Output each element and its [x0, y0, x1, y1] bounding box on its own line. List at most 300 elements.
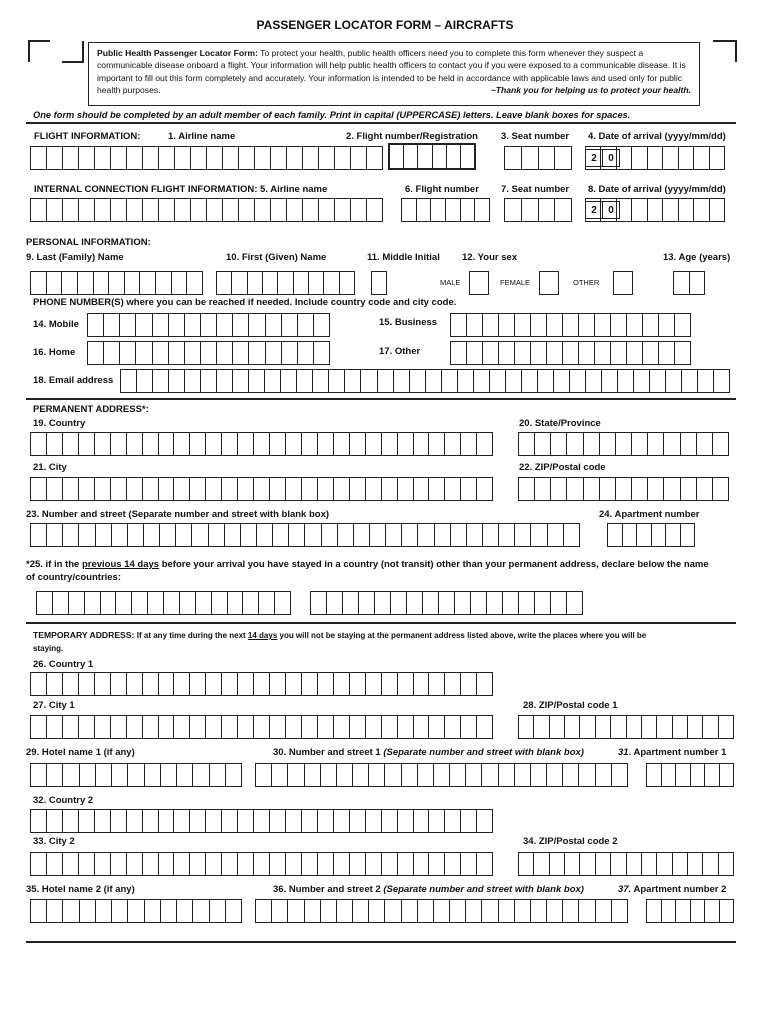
char-box[interactable]: [666, 524, 681, 546]
city1-boxes[interactable]: [30, 715, 493, 739]
char-box[interactable]: [319, 199, 335, 221]
char-box[interactable]: [720, 900, 734, 922]
char-box[interactable]: [369, 900, 385, 922]
country-boxes[interactable]: [30, 432, 493, 456]
char-box[interactable]: [522, 370, 538, 392]
char-box[interactable]: [31, 764, 47, 786]
char-box[interactable]: [169, 370, 185, 392]
char-box[interactable]: [483, 314, 499, 336]
char-box[interactable]: [477, 673, 492, 695]
char-box[interactable]: [679, 199, 694, 221]
char-box[interactable]: [143, 673, 159, 695]
char-box[interactable]: [79, 810, 95, 832]
char-box[interactable]: [611, 853, 626, 875]
char-box[interactable]: [257, 524, 273, 546]
char-box[interactable]: [370, 524, 386, 546]
char-box[interactable]: [206, 433, 222, 455]
char-box[interactable]: [143, 433, 159, 455]
char-box[interactable]: [647, 764, 662, 786]
char-box[interactable]: [563, 314, 579, 336]
char-box[interactable]: [109, 272, 125, 294]
char-box[interactable]: [79, 673, 95, 695]
char-box[interactable]: [350, 673, 366, 695]
char-box[interactable]: [482, 764, 498, 786]
char-box[interactable]: [694, 199, 709, 221]
char-box[interactable]: [616, 478, 632, 500]
char-box[interactable]: [111, 433, 127, 455]
char-box[interactable]: [254, 433, 270, 455]
char-box[interactable]: [579, 314, 595, 336]
char-box[interactable]: [256, 764, 272, 786]
char-box[interactable]: [450, 764, 466, 786]
char-box[interactable]: [88, 342, 104, 364]
char-box[interactable]: [185, 370, 201, 392]
char-box[interactable]: [287, 147, 303, 169]
previous-country-boxes-2[interactable]: [310, 591, 583, 615]
char-box[interactable]: [673, 716, 688, 738]
char-box[interactable]: [634, 370, 650, 392]
country1-boxes[interactable]: [30, 672, 493, 696]
char-box[interactable]: [519, 853, 534, 875]
char-box[interactable]: [471, 592, 487, 614]
char-box[interactable]: [567, 478, 583, 500]
char-box[interactable]: [398, 810, 414, 832]
char-box[interactable]: [159, 853, 175, 875]
char-box[interactable]: [632, 433, 648, 455]
char-box[interactable]: [47, 147, 63, 169]
char-box[interactable]: [551, 433, 567, 455]
char-box[interactable]: [47, 524, 63, 546]
char-box[interactable]: [584, 478, 600, 500]
char-box[interactable]: [47, 853, 63, 875]
char-box[interactable]: [618, 370, 634, 392]
char-box[interactable]: [632, 478, 648, 500]
char-box[interactable]: [37, 592, 53, 614]
char-box[interactable]: [350, 810, 366, 832]
char-box[interactable]: [191, 199, 207, 221]
char-box[interactable]: [563, 900, 579, 922]
char-box[interactable]: [596, 764, 612, 786]
char-box[interactable]: [249, 370, 265, 392]
char-box[interactable]: [238, 433, 254, 455]
char-box[interactable]: [225, 524, 241, 546]
char-box[interactable]: [47, 433, 63, 455]
char-box[interactable]: [461, 810, 477, 832]
country2-boxes[interactable]: [30, 809, 493, 833]
char-box[interactable]: [159, 478, 175, 500]
char-box[interactable]: [506, 370, 522, 392]
char-box[interactable]: [391, 592, 407, 614]
char-box[interactable]: [550, 716, 565, 738]
char-box[interactable]: [505, 199, 522, 221]
char-box[interactable]: [698, 370, 714, 392]
char-box[interactable]: [482, 900, 498, 922]
char-box[interactable]: [382, 716, 398, 738]
char-box[interactable]: [414, 853, 430, 875]
char-box[interactable]: [159, 199, 175, 221]
char-box[interactable]: [95, 716, 111, 738]
char-box[interactable]: [241, 524, 257, 546]
char-box[interactable]: [382, 810, 398, 832]
char-box[interactable]: [584, 433, 600, 455]
char-box[interactable]: [85, 592, 101, 614]
char-box[interactable]: [191, 147, 207, 169]
char-box[interactable]: [265, 370, 281, 392]
char-box[interactable]: [125, 272, 141, 294]
char-box[interactable]: [111, 199, 127, 221]
char-box[interactable]: [112, 900, 128, 922]
char-box[interactable]: [243, 592, 259, 614]
char-box[interactable]: [386, 524, 402, 546]
char-box[interactable]: [270, 673, 286, 695]
char-box[interactable]: [366, 716, 382, 738]
char-box[interactable]: [63, 199, 79, 221]
char-box[interactable]: [175, 199, 191, 221]
char-box[interactable]: [159, 673, 175, 695]
char-box[interactable]: [580, 716, 595, 738]
char-box[interactable]: [63, 673, 79, 695]
char-box[interactable]: [95, 433, 111, 455]
char-box[interactable]: [63, 716, 79, 738]
char-box[interactable]: [322, 524, 338, 546]
char-box[interactable]: [223, 147, 239, 169]
char-box[interactable]: [595, 342, 611, 364]
char-box[interactable]: [366, 433, 382, 455]
char-box[interactable]: [302, 810, 318, 832]
char-box[interactable]: [174, 433, 190, 455]
char-box[interactable]: [270, 478, 286, 500]
char-box[interactable]: [153, 370, 169, 392]
char-box[interactable]: [159, 716, 175, 738]
char-box[interactable]: [519, 716, 534, 738]
char-box[interactable]: [477, 810, 492, 832]
char-box[interactable]: [447, 145, 461, 168]
flight-number-boxes[interactable]: [388, 143, 476, 170]
char-box[interactable]: [266, 314, 282, 336]
char-box[interactable]: [398, 716, 414, 738]
char-box[interactable]: [337, 764, 353, 786]
char-box[interactable]: [206, 478, 222, 500]
char-box[interactable]: [238, 673, 254, 695]
char-box[interactable]: [318, 810, 334, 832]
char-box[interactable]: [538, 370, 554, 392]
char-box[interactable]: [190, 853, 206, 875]
char-box[interactable]: [535, 592, 551, 614]
seat-number-boxes[interactable]: [504, 146, 572, 170]
char-box[interactable]: [327, 592, 343, 614]
char-box[interactable]: [47, 199, 63, 221]
char-box[interactable]: [63, 810, 79, 832]
char-box[interactable]: [273, 524, 289, 546]
char-box[interactable]: [334, 673, 350, 695]
char-box[interactable]: [555, 199, 571, 221]
char-box[interactable]: [282, 342, 298, 364]
char-box[interactable]: [286, 853, 302, 875]
middle-initial-box[interactable]: [371, 271, 387, 295]
city-boxes[interactable]: [30, 477, 493, 501]
char-box[interactable]: [47, 764, 63, 786]
char-box[interactable]: [681, 524, 695, 546]
char-box[interactable]: [303, 199, 319, 221]
char-box[interactable]: [600, 433, 616, 455]
char-box[interactable]: [515, 524, 531, 546]
char-box[interactable]: [143, 853, 159, 875]
char-box[interactable]: [164, 592, 180, 614]
char-box[interactable]: [350, 478, 366, 500]
char-box[interactable]: [201, 370, 217, 392]
char-box[interactable]: [287, 199, 303, 221]
char-box[interactable]: [193, 764, 209, 786]
char-box[interactable]: [275, 592, 290, 614]
char-box[interactable]: [63, 478, 79, 500]
char-box[interactable]: [713, 433, 728, 455]
zip2-boxes[interactable]: [518, 852, 734, 876]
char-box[interactable]: [662, 900, 677, 922]
char-box[interactable]: [120, 314, 136, 336]
char-box[interactable]: [196, 592, 212, 614]
char-box[interactable]: [63, 764, 79, 786]
char-box[interactable]: [382, 478, 398, 500]
char-box[interactable]: [499, 342, 515, 364]
hotel1-boxes[interactable]: [30, 763, 242, 787]
char-box[interactable]: [461, 199, 476, 221]
char-box[interactable]: [31, 810, 47, 832]
char-box[interactable]: [255, 147, 271, 169]
char-box[interactable]: [201, 342, 217, 364]
char-box[interactable]: [366, 810, 382, 832]
char-box[interactable]: [554, 370, 570, 392]
char-box[interactable]: [565, 716, 580, 738]
char-box[interactable]: [632, 147, 647, 169]
char-box[interactable]: [127, 673, 143, 695]
char-box[interactable]: [703, 853, 718, 875]
char-box[interactable]: [78, 272, 94, 294]
char-box[interactable]: [423, 592, 439, 614]
char-box[interactable]: [210, 900, 226, 922]
street2-boxes[interactable]: [255, 899, 628, 923]
char-box[interactable]: [305, 524, 321, 546]
char-box[interactable]: [688, 716, 703, 738]
char-box[interactable]: [282, 314, 298, 336]
char-box[interactable]: [239, 147, 255, 169]
char-box[interactable]: [222, 433, 238, 455]
char-box[interactable]: [550, 853, 565, 875]
char-box[interactable]: [429, 810, 445, 832]
char-box[interactable]: [713, 478, 728, 500]
char-box[interactable]: [519, 478, 535, 500]
char-box[interactable]: [451, 314, 467, 336]
other-phone-boxes[interactable]: [450, 341, 691, 365]
char-box[interactable]: [159, 433, 175, 455]
char-box[interactable]: [602, 370, 618, 392]
char-box[interactable]: [249, 342, 265, 364]
char-box[interactable]: [101, 592, 117, 614]
char-box[interactable]: [414, 433, 430, 455]
char-box[interactable]: [461, 145, 474, 168]
char-box[interactable]: [127, 199, 143, 221]
char-box[interactable]: [128, 524, 144, 546]
char-box[interactable]: [719, 716, 733, 738]
char-box[interactable]: [531, 900, 547, 922]
char-box[interactable]: [673, 853, 688, 875]
char-box[interactable]: [547, 314, 563, 336]
char-box[interactable]: [47, 900, 63, 922]
char-box[interactable]: [187, 272, 202, 294]
char-box[interactable]: [143, 716, 159, 738]
char-box[interactable]: [127, 478, 143, 500]
char-box[interactable]: [375, 592, 391, 614]
char-box[interactable]: [461, 433, 477, 455]
char-box[interactable]: [682, 370, 698, 392]
char-box[interactable]: [455, 592, 471, 614]
char-box[interactable]: [226, 900, 241, 922]
char-box[interactable]: [367, 147, 382, 169]
char-box[interactable]: [288, 764, 304, 786]
char-box[interactable]: [309, 272, 324, 294]
char-box[interactable]: [174, 716, 190, 738]
char-box[interactable]: [385, 900, 401, 922]
char-box[interactable]: [174, 478, 190, 500]
char-box[interactable]: [120, 342, 136, 364]
char-box[interactable]: [648, 478, 664, 500]
char-box[interactable]: [111, 810, 127, 832]
char-box[interactable]: [288, 900, 304, 922]
char-box[interactable]: [334, 853, 350, 875]
char-box[interactable]: [442, 370, 458, 392]
char-box[interactable]: [31, 199, 47, 221]
char-box[interactable]: [382, 673, 398, 695]
char-box[interactable]: [414, 673, 430, 695]
char-box[interactable]: [367, 199, 382, 221]
zip-boxes[interactable]: [518, 477, 729, 501]
apartment1-boxes[interactable]: [646, 763, 734, 787]
char-box[interactable]: [446, 199, 461, 221]
char-box[interactable]: [690, 272, 705, 294]
char-box[interactable]: [714, 370, 729, 392]
char-box[interactable]: [232, 272, 247, 294]
char-box[interactable]: [461, 478, 477, 500]
char-box[interactable]: [461, 716, 477, 738]
char-box[interactable]: [95, 853, 111, 875]
char-box[interactable]: [80, 900, 96, 922]
char-box[interactable]: [547, 764, 563, 786]
char-box[interactable]: [318, 433, 334, 455]
char-box[interactable]: [563, 342, 579, 364]
char-box[interactable]: [483, 342, 499, 364]
char-box[interactable]: [547, 900, 563, 922]
char-box[interactable]: [111, 853, 127, 875]
char-box[interactable]: [161, 900, 177, 922]
char-box[interactable]: [271, 147, 287, 169]
char-box[interactable]: [143, 810, 159, 832]
char-box[interactable]: [705, 764, 720, 786]
char-box[interactable]: [63, 433, 79, 455]
char-box[interactable]: [278, 272, 293, 294]
char-box[interactable]: [104, 342, 120, 364]
char-box[interactable]: [238, 478, 254, 500]
char-box[interactable]: [254, 853, 270, 875]
char-box[interactable]: [159, 147, 175, 169]
char-box[interactable]: [679, 147, 694, 169]
char-box[interactable]: [359, 592, 375, 614]
char-box[interactable]: [298, 342, 314, 364]
char-box[interactable]: [580, 853, 595, 875]
sex-male-box[interactable]: [469, 271, 489, 295]
char-box[interactable]: [648, 147, 663, 169]
char-box[interactable]: [31, 478, 47, 500]
char-box[interactable]: [657, 853, 672, 875]
char-box[interactable]: [311, 592, 327, 614]
previous-country-boxes-1[interactable]: [36, 591, 291, 615]
char-box[interactable]: [128, 900, 144, 922]
char-box[interactable]: [681, 478, 697, 500]
char-box[interactable]: [305, 764, 321, 786]
char-box[interactable]: [137, 370, 153, 392]
char-box[interactable]: [145, 764, 161, 786]
char-box[interactable]: [31, 716, 47, 738]
char-box[interactable]: [340, 272, 354, 294]
char-box[interactable]: [217, 272, 232, 294]
business-boxes[interactable]: [450, 313, 691, 337]
char-box[interactable]: [579, 900, 595, 922]
char-box[interactable]: [254, 478, 270, 500]
char-box[interactable]: [111, 673, 127, 695]
char-box[interactable]: [515, 764, 531, 786]
char-box[interactable]: [477, 433, 492, 455]
char-box[interactable]: [335, 147, 351, 169]
char-box[interactable]: [174, 853, 190, 875]
char-box[interactable]: [217, 370, 233, 392]
char-box[interactable]: [647, 900, 662, 922]
char-box[interactable]: [255, 199, 271, 221]
char-box[interactable]: [153, 314, 169, 336]
char-box[interactable]: [190, 716, 206, 738]
char-box[interactable]: [96, 764, 112, 786]
char-box[interactable]: [697, 478, 713, 500]
char-box[interactable]: [710, 147, 724, 169]
char-box[interactable]: [429, 716, 445, 738]
char-box[interactable]: [180, 592, 196, 614]
char-box[interactable]: [127, 716, 143, 738]
char-box[interactable]: [318, 716, 334, 738]
char-box[interactable]: [652, 524, 667, 546]
char-box[interactable]: [531, 764, 547, 786]
char-box[interactable]: [547, 342, 563, 364]
char-box[interactable]: [429, 853, 445, 875]
char-box[interactable]: [47, 673, 63, 695]
char-box[interactable]: [433, 145, 447, 168]
char-box[interactable]: [522, 147, 539, 169]
char-box[interactable]: [69, 592, 85, 614]
char-box[interactable]: [305, 900, 321, 922]
char-box[interactable]: [302, 853, 318, 875]
char-box[interactable]: [47, 716, 63, 738]
last-name-boxes[interactable]: [30, 271, 203, 295]
char-box[interactable]: [94, 272, 110, 294]
char-box[interactable]: [96, 524, 112, 546]
char-box[interactable]: [270, 433, 286, 455]
char-box[interactable]: [31, 853, 47, 875]
char-box[interactable]: [719, 853, 733, 875]
char-box[interactable]: [121, 370, 137, 392]
char-box[interactable]: [664, 433, 680, 455]
connection-flight-boxes[interactable]: [401, 198, 490, 222]
char-box[interactable]: [414, 810, 430, 832]
char-box[interactable]: [79, 524, 95, 546]
connection-airline-boxes[interactable]: [30, 198, 383, 222]
char-box[interactable]: [445, 433, 461, 455]
char-box[interactable]: [616, 433, 632, 455]
